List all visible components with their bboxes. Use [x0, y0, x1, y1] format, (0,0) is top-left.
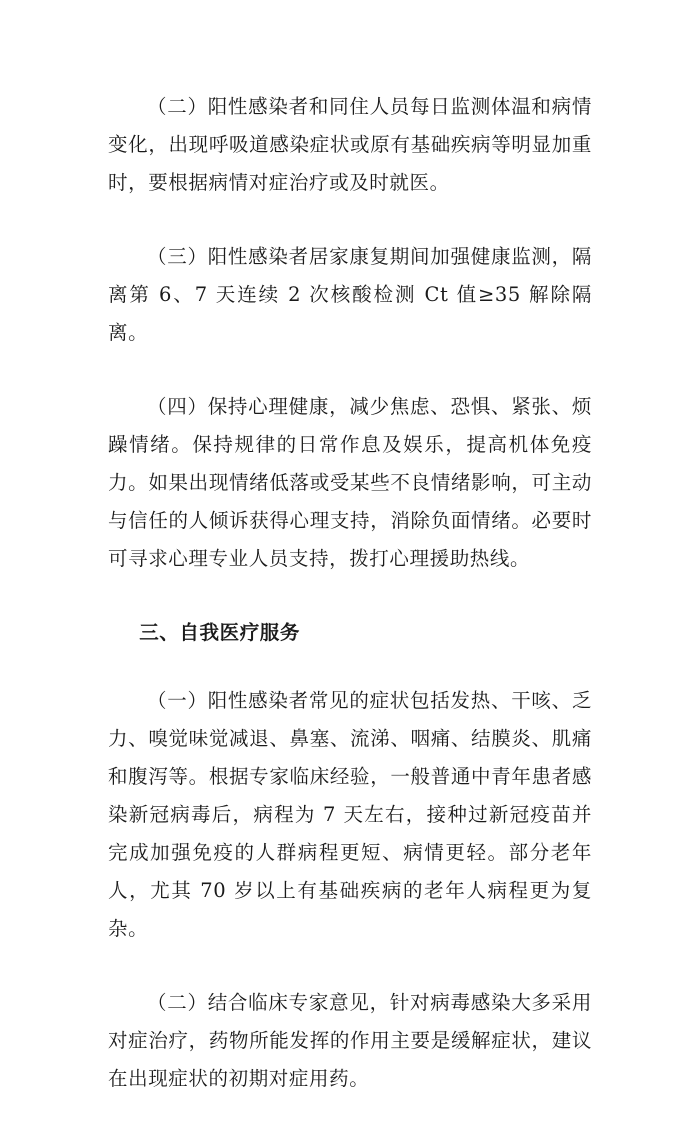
document-body: [108, 88, 592, 1134]
section-heading: 三、自我医疗服务: [139, 621, 300, 644]
paragraph-medication: （二）结合临床专家意见，针对病毒感染大多采用对症治疗，药物所能发挥的作用主要是缓解症状，建议在出现症状的初期对症用药。: [108, 991, 592, 1090]
paragraph-mental-health: （四）保持心理健康，减少焦虑、恐惧、紧张、烦躁情绪。保持规律的日常作息及娱乐，提高机体免疫力。如果出现情绪低落或受某些不良情绪影响，可主动与信任的人倾诉获得心理支持，消除负面情绪。必要时可寻求心理专业人员支持，拨打心理援助热线。: [108, 395, 592, 570]
paragraph-isolation-release: （三）阳性感染者居家康复期间加强健康监测，隔离第 6、7 天连续 2 次核酸检测 Ct 值≥35 解除隔离。: [108, 245, 592, 344]
paragraph-monitoring: （二）阳性感染者和同住人员每日监测体温和病情变化，出现呼吸道感染症状或原有基础疾病等明显加重时，要根据病情对症治疗或及时就医。: [108, 95, 592, 194]
paragraph-symptoms: （一）阳性感染者常见的症状包括发热、干咳、乏力、嗅觉味觉减退、鼻塞、流涕、咽痛、结膜炎、肌痛和腹泻等。根据专家临床经验，一般普通中青年患者感染新冠病毒后，病程为 7 天左右，接种过新冠疫苗并完成加强免疫的人群病程更短、病情更轻。部分老年人，尤其 70 岁以上有基础疾病的老年人病程更为复杂。: [108, 689, 592, 940]
